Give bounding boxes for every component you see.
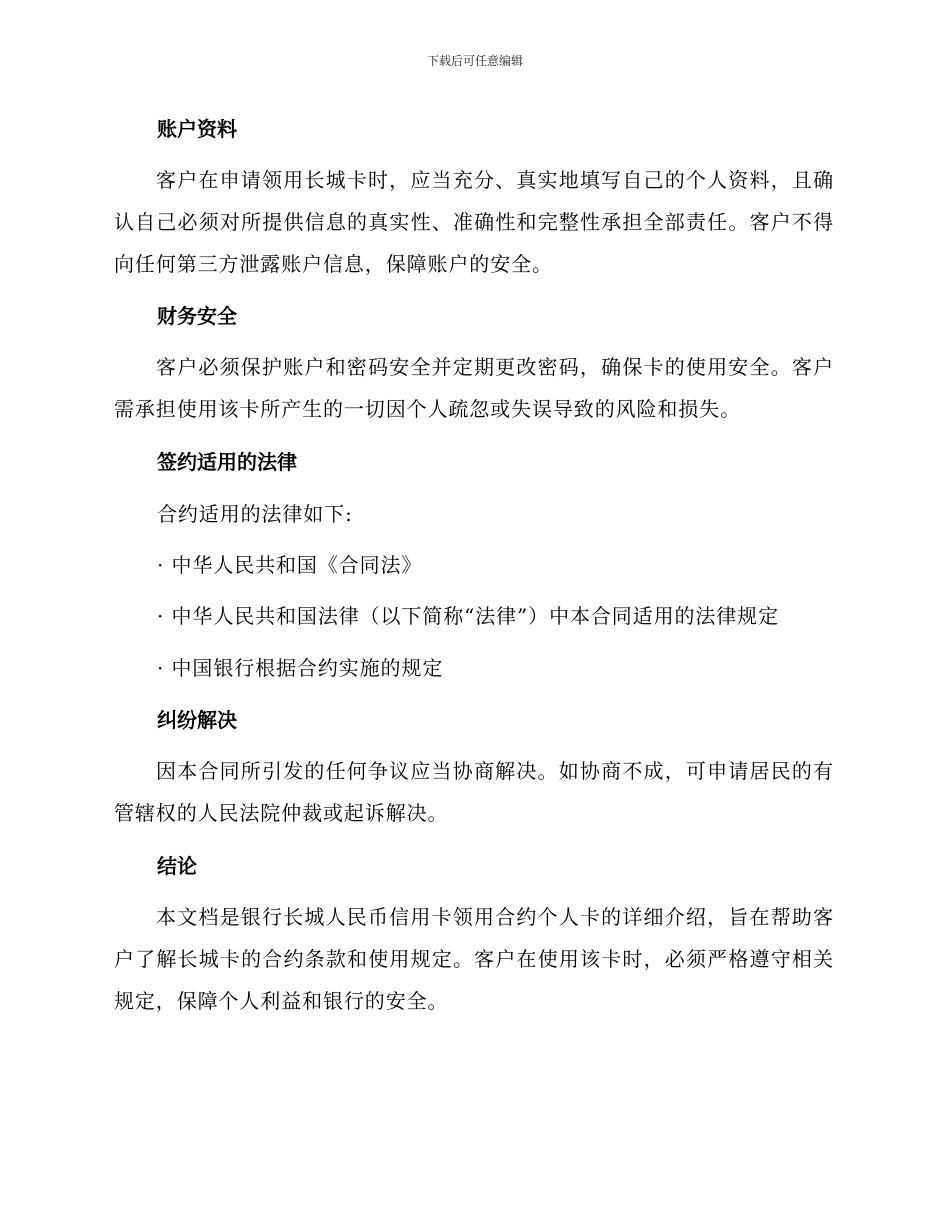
- section-body-account: 客户在申请领用长城卡时，应当充分、真实地填写自己的个人资料，且确认自己必须对所提供信息的真实性、准确性和完整性承担全部责任。客户不得向任何第三方泄露账户信息，保障账户的安全。: [114, 168, 834, 276]
- section-title-account: 账户资料: [157, 117, 237, 141]
- section-title-law: 签约适用的法律: [157, 450, 297, 474]
- section-body-conclusion: 本文档是银行长城人民币信用卡领用合约个人卡的详细介绍，旨在帮助客户了解长城卡的合约条款和使用规定。客户在使用该卡时，必须严格遵守相关规定，保障个人利益和银行的安全。: [114, 905, 834, 1013]
- section-title-conclusion: 结论: [157, 854, 197, 878]
- law-list-item: · 中国银行根据合约实施的规定: [157, 656, 444, 680]
- page-header: 下载后可任意编辑: [426, 54, 523, 68]
- section-body-dispute: 因本合同所引发的任何争议应当协商解决。如协商不成，可申请居民的有管辖权的人民法院仲裁或起诉解决。: [114, 759, 834, 825]
- law-intro: 合约适用的法律如下:: [157, 502, 353, 526]
- section-body-security: 客户必须保护账户和密码安全并定期更改密码，确保卡的使用安全。客户需承担使用该卡所产生的一切因个人疏忽或失误导致的风险和损失。: [114, 355, 834, 421]
- law-list-item: · 中华人民共和国《合同法》: [157, 553, 423, 577]
- section-title-security: 财务安全: [157, 304, 237, 328]
- section-title-dispute: 纠纷解决: [157, 708, 237, 732]
- law-list-item: · 中华人民共和国法律（以下简称“法律”）中本合同适用的法律规定: [157, 604, 779, 628]
